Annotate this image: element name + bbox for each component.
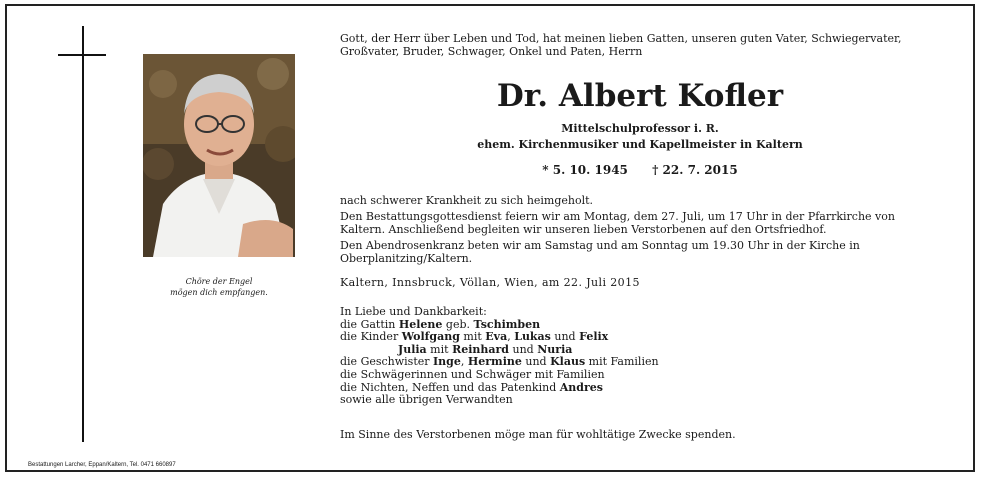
body-paragraph-3: Den Abendrosenkranz beten wir am Samstag und am Sonntag um 19.30 Uhr in der Kirche in Oberplanitzing/Kaltern. (340, 239, 860, 265)
body-paragraph-2: Den Bestattungsgottesdienst feiern wir am Montag, dem 27. Juli, um 17 Uhr in der Pfarrkirche von Kaltern. Anschließend begleiten wir unseren lieben Verstorbenen auf den Ortsfriedhof. (340, 210, 895, 236)
title-line-2: ehem. Kirchenmusiker und Kapellmeister in Kaltern (477, 138, 803, 151)
family-line: die Nichten, Neffen und das Patenkind Andres (340, 380, 603, 394)
family-line: die Kinder Wolfgang mit Eva, Lukas und Felix (340, 330, 609, 344)
announcement-body (340, 194, 930, 268)
cross-vertical-bar (82, 26, 84, 442)
portrait-photo (143, 54, 295, 257)
body-paragraph-1: nach schwerer Krankheit zu sich heimgeholt. (340, 194, 594, 207)
deceased-titles (340, 121, 940, 153)
funeral-home-footer: Bestattungen Larcher, Eppan/Kaltern, Tel. 0471 660897 (28, 462, 176, 468)
quote-line-1: Chöre der Engel (185, 277, 253, 286)
cross-horizontal-bar (58, 54, 106, 56)
family-line: Julia mit Reinhard und Nuria (398, 342, 573, 356)
place-date-line: Kaltern, Innsbruck, Völlan, Wien, am 22. Juli 2015 (340, 276, 640, 289)
family-line: die Gattin Helene geb. Tschimben (340, 317, 541, 331)
intro-text: Gott, der Herr über Leben und Tod, hat meinen lieben Gatten, unseren guten Vater, Schwiegervater, Großvater, Bruder, Schwager, Onkel und Paten, Herrn (340, 32, 902, 58)
portrait-illustration (143, 54, 295, 257)
birth-date: * 5. 10. 1945 (542, 163, 628, 177)
family-line: In Liebe und Dankbarkeit: (340, 305, 487, 318)
family-line: die Geschwister Inge, Hermine und Klaus mit Familien (340, 355, 659, 369)
life-dates (340, 163, 940, 177)
title-line-1: Mittelschulprofessor i. R. (561, 122, 719, 135)
closing-text: Im Sinne des Verstorbenen möge man für wohltätige Zwecke spenden. (340, 428, 736, 441)
death-date: † 22. 7. 2015 (652, 163, 738, 177)
family-list (340, 306, 930, 407)
quote-line-2: mögen dich empfangen. (170, 288, 268, 297)
family-line: die Schwägerinnen und Schwäger mit Familien (340, 367, 605, 381)
deceased-name: Dr. Albert Kofler (496, 78, 784, 114)
memorial-quote (143, 276, 295, 298)
family-line: sowie alle übrigen Verwandten (340, 393, 513, 407)
